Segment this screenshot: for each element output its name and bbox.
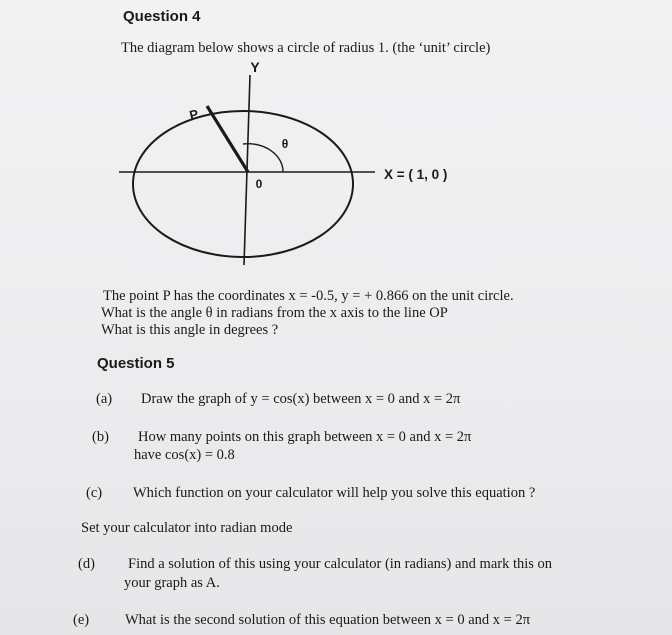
unit-circle	[133, 111, 353, 257]
part-b-label: (b)	[92, 429, 109, 445]
part-b-text-2: have cos(x) = 0.8	[134, 447, 235, 463]
unit-circle-diagram	[0, 0, 672, 300]
part-e-text: What is the second solution of this equation between x = 0 and x = 2π	[125, 612, 531, 628]
part-c-label: (c)	[86, 485, 103, 501]
part-b-text-1: How many points on this graph between x = 0 and x = 2π	[138, 429, 472, 445]
radian-mode-note: Set your calculator into radian mode	[81, 520, 293, 536]
part-c-text: Which function on your calculator will help you solve this equation ?	[133, 485, 536, 501]
x-point-label: X = ( 1, 0 )	[384, 167, 448, 182]
line-op	[207, 106, 248, 172]
point-p-label: P	[187, 106, 200, 123]
q4-line-2: What is the angle θ in radians from the x axis to the line OP	[101, 305, 448, 321]
origin-label: 0	[255, 177, 263, 191]
theta-arc	[243, 144, 283, 172]
question-4-intro: The diagram below shows a circle of radius 1. (the ‘unit’ circle)	[121, 40, 491, 56]
question-4-heading: Question 4	[123, 8, 201, 25]
q4-line-1: The point P has the coordinates x = -0.5, y = + 0.866 on the unit circle.	[103, 288, 514, 304]
part-d-label: (d)	[78, 556, 95, 572]
part-d-text-1: Find a solution of this using your calculator (in radians) and mark this on	[128, 556, 553, 572]
part-d-text-2: your graph as A.	[124, 575, 220, 591]
part-e-label: (e)	[73, 612, 90, 628]
q4-line-3: What is this angle in degrees ?	[101, 322, 279, 338]
y-axis-label: Y	[250, 59, 260, 75]
part-a-text: Draw the graph of y = cos(x) between x = 0 and x = 2π	[141, 391, 461, 407]
question-5-heading: Question 5	[97, 355, 175, 372]
part-a-label: (a)	[96, 391, 113, 407]
theta-label: θ	[281, 137, 289, 151]
